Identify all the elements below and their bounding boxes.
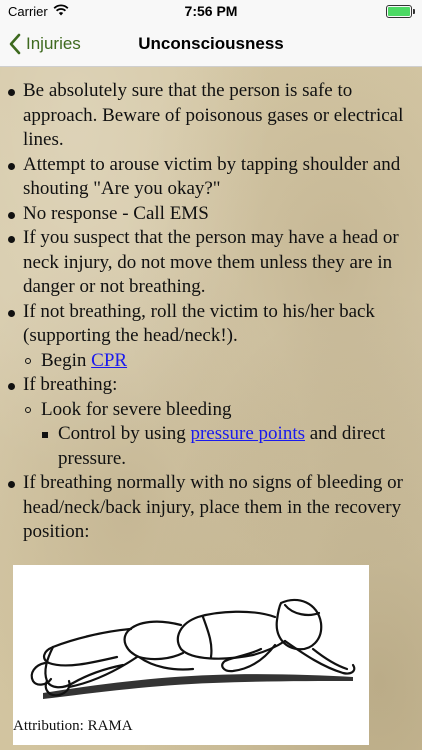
back-button-label: Injuries xyxy=(26,34,81,53)
list-item: If breathing: Look for severe bleeding Control by using pressure points and direct pressure. xyxy=(0,373,412,471)
image-attribution: Attribution: RAMA xyxy=(13,718,133,734)
carrier-label: Carrier xyxy=(8,4,48,19)
pressure-points-link[interactable]: pressure points xyxy=(190,423,305,444)
sub-list xyxy=(23,398,412,472)
sub-sub-list xyxy=(41,422,412,471)
list-item: If you suspect that the person may have a head or neck injury, do not move them unless they are in danger or not breathing. xyxy=(0,226,412,300)
status-bar xyxy=(0,0,422,22)
list-item: Be absolutely sure that the person is safe to approach. Beware of poisonous gases or electrical lines. xyxy=(0,79,412,153)
instruction-list xyxy=(0,79,412,545)
sub-sub-list-item: Control by using pressure points and direct pressure. xyxy=(41,422,412,471)
sub-list-item: Begin CPR xyxy=(23,349,412,374)
list-item: If breathing normally with no signs of bleeding or head/neck/back injury, place them in the recovery position: xyxy=(0,471,412,545)
sub-list xyxy=(23,349,412,374)
list-item: Attempt to arouse victim by tapping shoulder and shouting "Are you okay?" xyxy=(0,153,412,202)
cpr-link[interactable]: CPR xyxy=(91,349,128,371)
navigation-bar xyxy=(0,22,422,67)
list-item: If not breathing, roll the victim to his/her back (supporting the head/neck!). Begin CPR xyxy=(0,300,412,374)
clock: 7:56 PM xyxy=(184,3,238,19)
battery-icon xyxy=(386,5,412,18)
sub-list-item: Look for severe bleeding Control by using pressure points and direct pressure. xyxy=(23,398,412,472)
list-item: No response - Call EMS xyxy=(0,202,412,227)
article-content[interactable] xyxy=(0,67,422,750)
page-title: Unconsciousness xyxy=(138,34,284,53)
